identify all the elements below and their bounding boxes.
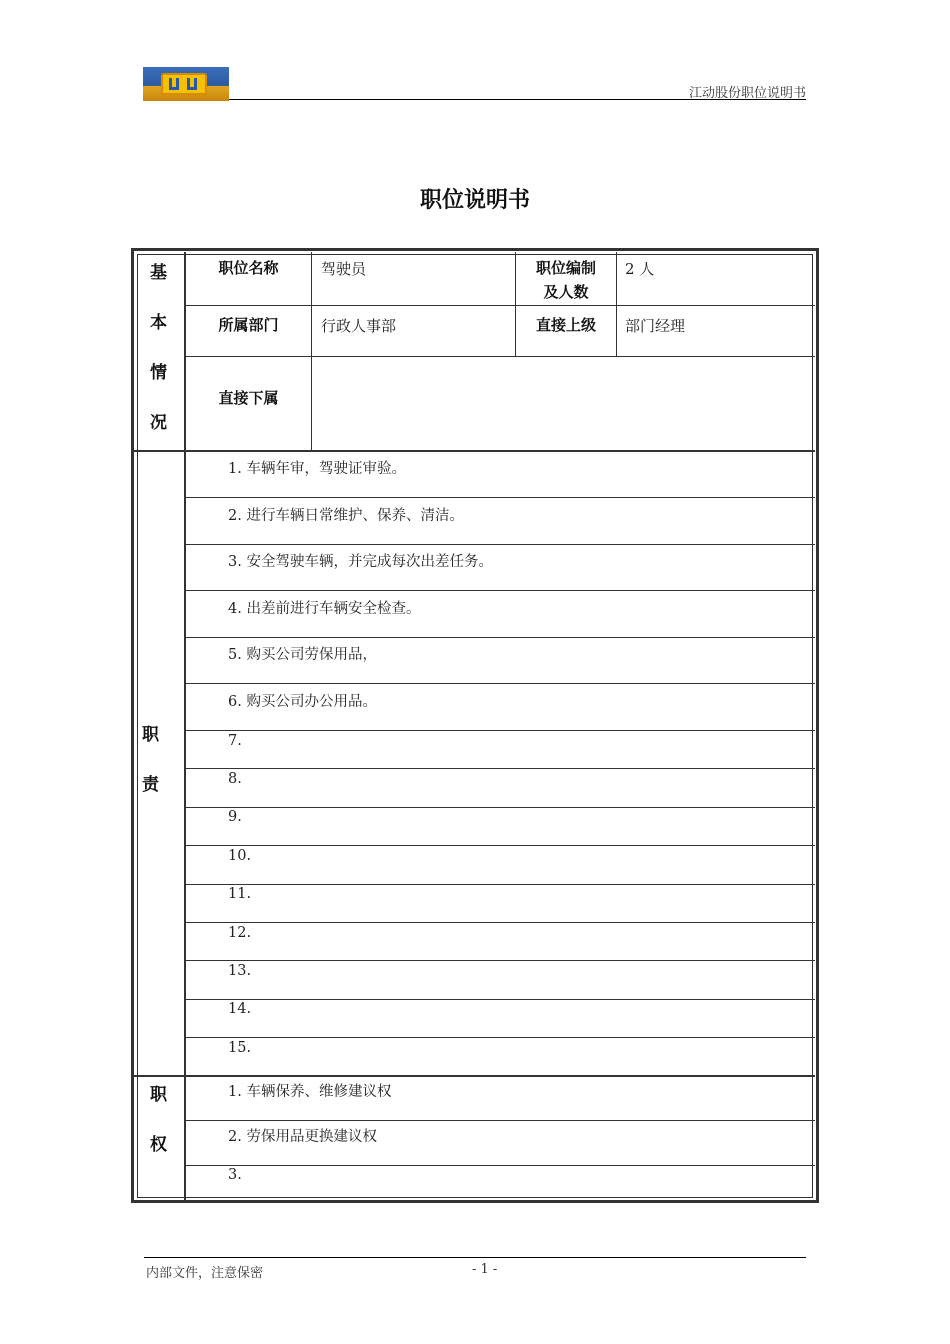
position-name-value: 驾驶员 bbox=[321, 260, 367, 278]
supervisor-value: 部门经理 bbox=[625, 317, 686, 335]
duty-item: 6. 购买公司办公用品。 bbox=[228, 694, 377, 710]
duty-item: 4. 出差前进行车辆安全检查。 bbox=[228, 601, 421, 617]
authority-item: 1. 车辆保养、维修建议权 bbox=[228, 1084, 392, 1100]
row-divider bbox=[185, 497, 815, 498]
header-divider bbox=[229, 99, 806, 100]
section-label-char: 情 bbox=[150, 363, 167, 383]
duty-item: 1. 车辆年审，驾驶证审验。 bbox=[228, 461, 406, 477]
duty-item: 10. bbox=[228, 848, 252, 864]
headcount-label-line1: 职位编制 bbox=[535, 259, 596, 277]
footer-divider bbox=[144, 1257, 806, 1258]
row-divider bbox=[185, 845, 815, 846]
page-title: 职位说明书 bbox=[419, 188, 530, 213]
authority-item: 2. 劳保用品更换建议权 bbox=[228, 1129, 377, 1145]
department-value: 行政人事部 bbox=[321, 317, 397, 335]
row-divider bbox=[185, 807, 815, 808]
department-label: 所属部门 bbox=[218, 316, 279, 334]
position-name-label: 职位名称 bbox=[218, 259, 279, 277]
subordinates-label: 直接下属 bbox=[218, 389, 279, 407]
row-divider bbox=[185, 960, 815, 961]
row-divider bbox=[185, 356, 815, 357]
row-divider bbox=[185, 884, 815, 885]
row-divider bbox=[185, 637, 815, 638]
company-logo bbox=[143, 67, 229, 101]
section-label-char: 权 bbox=[150, 1135, 167, 1155]
row-divider bbox=[185, 544, 815, 545]
headcount-value: 2 人 bbox=[625, 260, 655, 278]
footer-confidential: 内部文件，注意保密 bbox=[146, 1266, 264, 1281]
duty-item: 2. 进行车辆日常维护、保养、清洁。 bbox=[228, 508, 464, 524]
supervisor-label: 直接上级 bbox=[535, 316, 596, 334]
authority-item: 3. bbox=[228, 1167, 242, 1183]
row-divider bbox=[185, 768, 815, 769]
duty-item: 11. bbox=[228, 886, 252, 902]
row-divider bbox=[185, 1037, 815, 1038]
row-divider bbox=[185, 730, 815, 731]
header-doc-title: 江动股份职位说明书 bbox=[688, 86, 806, 101]
duty-item: 14. bbox=[228, 1001, 252, 1017]
duty-item: 15. bbox=[228, 1040, 252, 1056]
column-divider bbox=[616, 252, 617, 356]
section-label-char: 责 bbox=[142, 775, 159, 795]
section-divider bbox=[134, 1075, 815, 1077]
column-divider bbox=[311, 252, 312, 451]
row-divider bbox=[185, 305, 815, 306]
duty-item: 9. bbox=[228, 809, 242, 825]
section-label-char: 职 bbox=[150, 1085, 167, 1105]
duty-item: 13. bbox=[228, 963, 252, 979]
section-label-char: 基 bbox=[150, 263, 167, 283]
duty-item: 8. bbox=[228, 771, 242, 787]
page-number: - 1 - bbox=[472, 1262, 498, 1277]
section-label-char: 职 bbox=[142, 725, 159, 745]
headcount-label-line2: 及人数 bbox=[543, 283, 589, 301]
duty-item: 12. bbox=[228, 925, 252, 941]
row-divider bbox=[185, 683, 815, 684]
duty-item: 5. 购买公司劳保用品， bbox=[228, 647, 377, 663]
row-divider bbox=[185, 1165, 815, 1166]
section-label-char: 本 bbox=[150, 313, 167, 333]
duty-item: 3. 安全驾驶车辆，并完成每次出差任务。 bbox=[228, 554, 493, 570]
section-divider bbox=[134, 450, 815, 452]
row-divider bbox=[185, 999, 815, 1000]
row-divider bbox=[185, 1120, 815, 1121]
duty-item: 7. bbox=[228, 733, 242, 749]
section-label-char: 况 bbox=[150, 413, 167, 433]
row-divider bbox=[185, 922, 815, 923]
row-divider bbox=[185, 590, 815, 591]
logo-emblem-icon bbox=[161, 73, 207, 95]
